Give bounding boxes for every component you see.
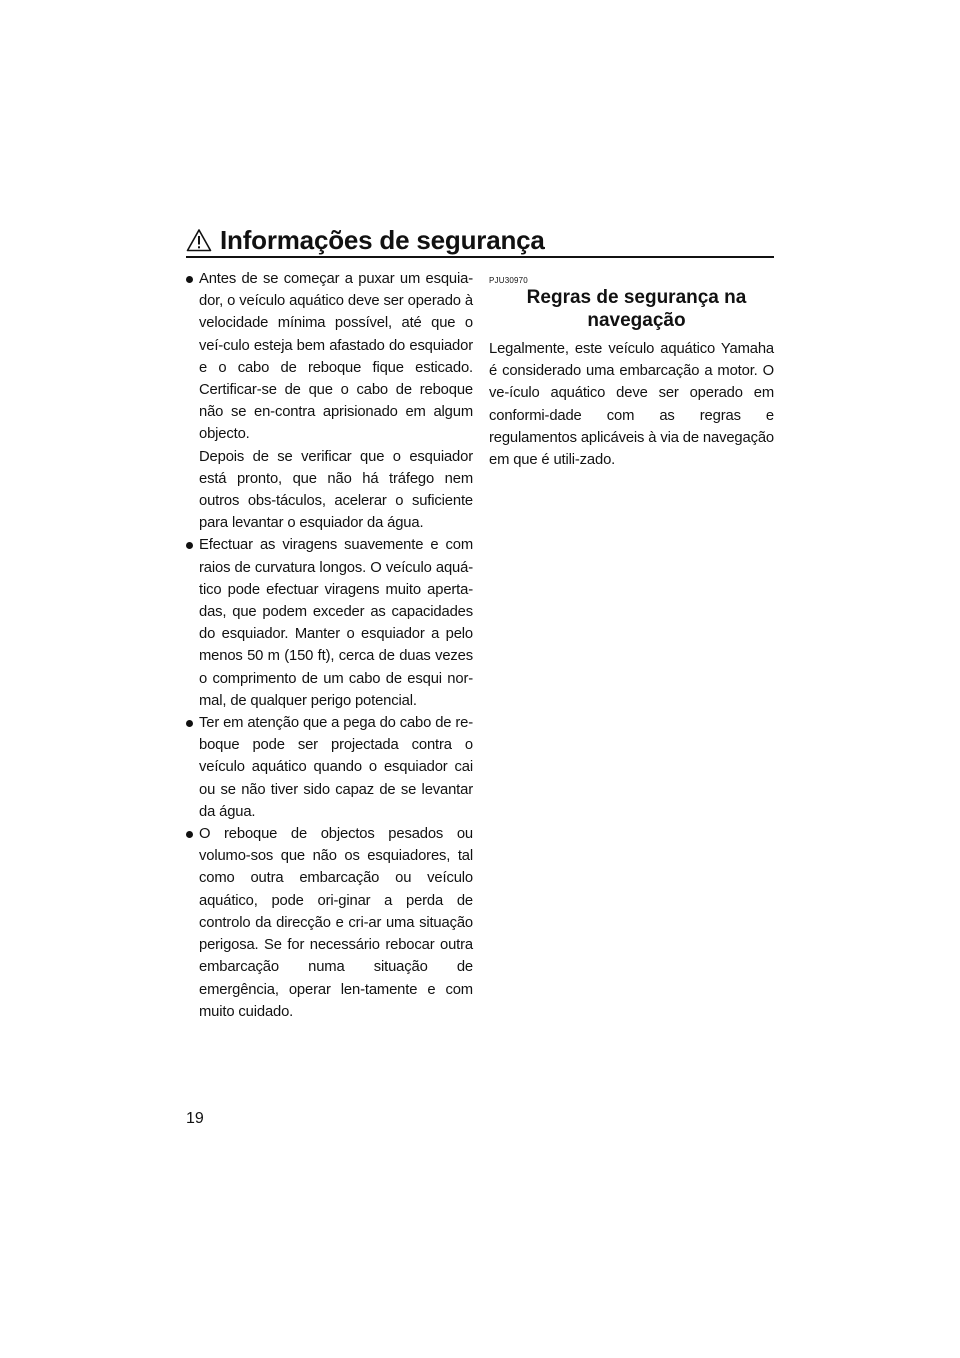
bullet-icon xyxy=(186,276,193,283)
bullet-icon xyxy=(186,831,193,838)
right-column xyxy=(489,276,774,471)
section-title: Regras de segurança na navegação xyxy=(526,287,747,331)
bullet-item xyxy=(186,534,473,712)
bullet-icon xyxy=(186,720,193,727)
bullet-icon xyxy=(186,542,193,549)
section-code: PJU30970 xyxy=(489,276,528,285)
bullet-list xyxy=(186,268,473,1023)
page-number: 19 xyxy=(186,1110,204,1127)
bullet-item xyxy=(186,823,473,1023)
bullet-paragraph: O reboque de objectos pesados ou volumo-sos que não os esquiadores, tal como outra embarcação ou veículo aquático, pode ori-ginar a perda de controlo da direcção e cri-ar uma situação perigosa. Se for necessário rebocar outra embarcação numa situação de emergência, operar len-tamente e com muito cuidado. xyxy=(199,826,473,1020)
bullet-paragraph: Efectuar as viragens suavemente e com raios de curvatura longos. O veículo aquá-tico pode efectuar viragens muito aperta-das, que podem exceder as capacidades do esquiador. Manter o esquiador a pelo menos 50 m (150 ft), cerca de duas vezes o comprimento de um cabo de esqui nor-mal, de qualquer perigo potencial. xyxy=(199,537,473,709)
header-rule xyxy=(186,256,774,258)
bullet-paragraph: Ter em atenção que a pega do cabo de re-boque pode ser projectada contra o veículo aquático quando o esquiador cai ou se não tiver sido capaz de se levantar da água. xyxy=(199,715,473,820)
bullet-paragraph: Depois de se verificar que o esquiador está pronto, que não há tráfego nem outros obs-táculos, acelerar o suficiente para levantar o esquiador da água. xyxy=(199,448,473,532)
bullet-item xyxy=(186,712,473,823)
warning-triangle-icon xyxy=(186,228,212,252)
page-header xyxy=(186,222,774,258)
section-body: Legalmente, este veículo aquático Yamaha é considerado uma embarcação a motor. O ve-ículo aquático deve ser operado em conformi-dade com as regras e regulamentos aplicáveis à via de navegação em que é utili-zado. xyxy=(489,341,774,469)
left-column xyxy=(186,268,473,1023)
bullet-item xyxy=(186,268,473,534)
page-title: Informações de segurança xyxy=(220,225,545,255)
bullet-paragraph: Antes de se começar a puxar um esquia-dor, o veículo aquático deve ser operado à velocidade mínima possível, até que o veí-culo esteja bem afastado do esquiador e o cabo de reboque fique esticado. Certificar-se de que o cabo de reboque não se en-contra aprisionado em algum objecto. xyxy=(199,271,473,443)
